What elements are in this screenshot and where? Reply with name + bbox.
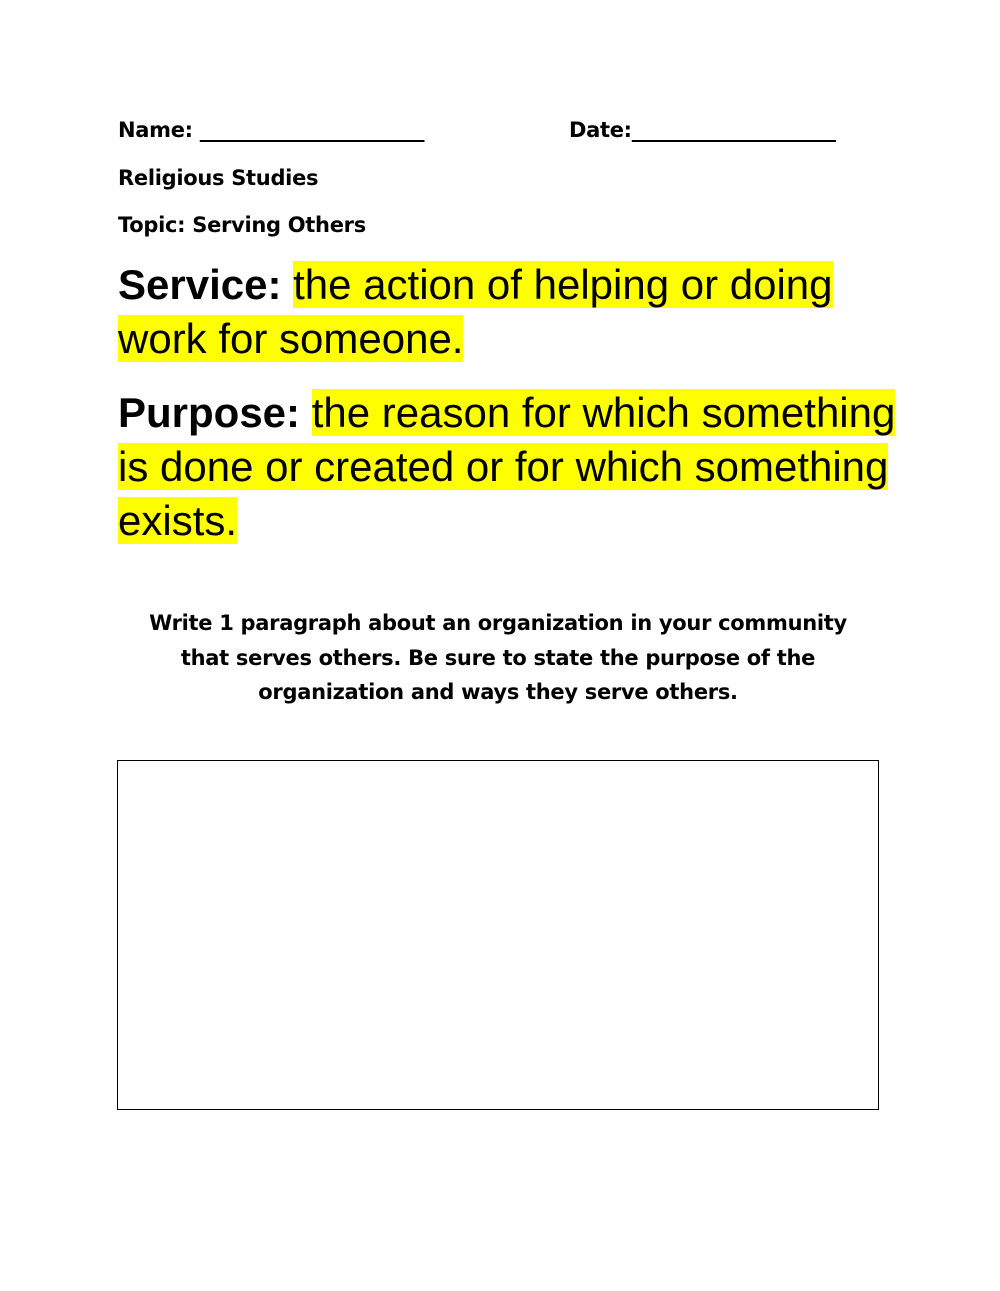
- name-field[interactable]: Name: ______________________: [118, 118, 425, 142]
- definition-term: Purpose:: [118, 389, 301, 436]
- subject-heading: Religious Studies: [118, 166, 319, 190]
- definition-term: Service:: [118, 261, 282, 308]
- definition-purpose: [118, 386, 898, 547]
- date-field[interactable]: Date:____________________: [569, 118, 836, 142]
- definition-text: the action of helping or doing work for someone.: [118, 261, 833, 362]
- answer-box[interactable]: [117, 760, 879, 1110]
- definition-service: [118, 258, 898, 366]
- instructions-text: Write 1 paragraph about an organization in your community that serves others. Be sure to state the purpose of the organization and ways they serve others.: [149, 611, 847, 705]
- topic-heading: Topic: Serving Others: [118, 213, 366, 237]
- definition-text: the reason for which something is done or created or for which something exists.: [118, 389, 896, 544]
